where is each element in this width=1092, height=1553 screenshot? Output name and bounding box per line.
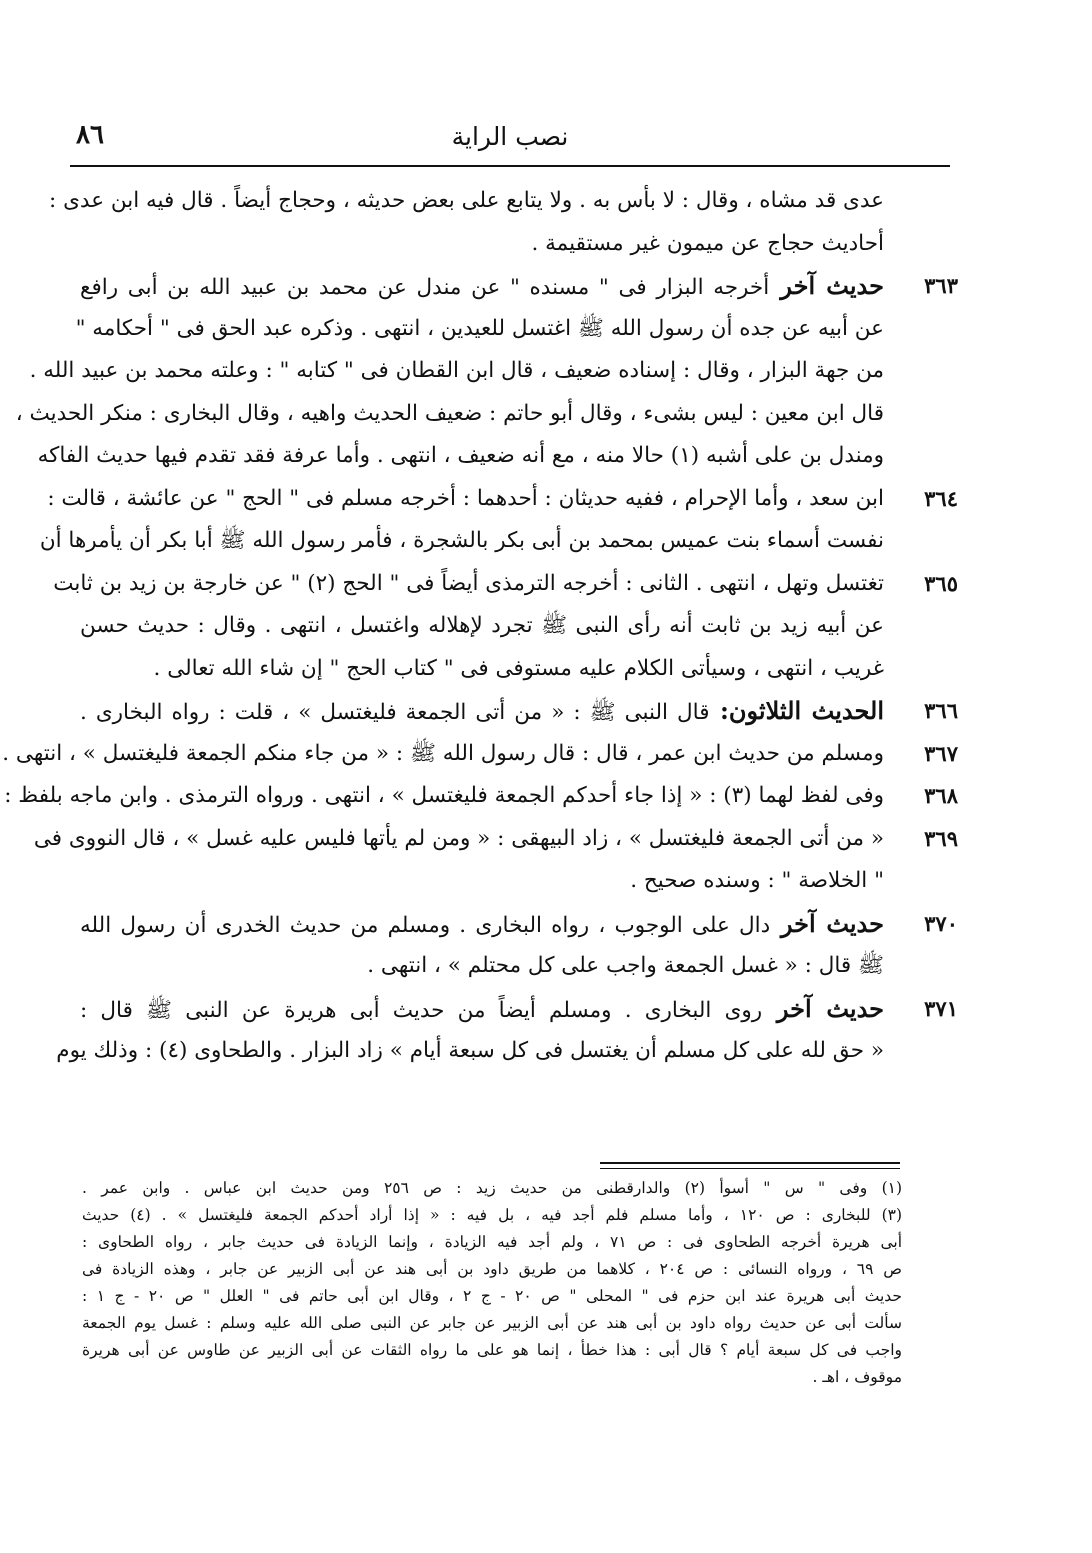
footnote-text: (١) وفى " س " أسوأ (٢) والدارقطنى من حديث زيد : ص ٢٥٦ ومن حديث ابن عباس . وابن عمر . — [82, 1179, 903, 1197]
text-line — [75, 308, 950, 351]
footnote-line — [82, 1283, 902, 1310]
hadith-number: ٣٧٠ — [924, 910, 958, 936]
text-line — [56, 1030, 950, 1073]
text-line — [80, 648, 950, 691]
line-text: تغتسل وتهل ، انتهى . الثانى : أخرجه الترمذى أيضاً فى " الحج (٢) " عن خارجة بن زيد بن ثابت — [53, 570, 884, 596]
text-line — [80, 223, 950, 266]
section-lead: حديث آخر — [762, 993, 885, 1023]
footnote-line — [82, 1364, 902, 1391]
line-text: عدى قد مشاه ، وقال : لا بأس به . ولا يتابع على بعض حديثه ، وحجاج أيضاً . قال فيه ابن عدى : — [49, 188, 884, 213]
footnote-text: موقوف ، اهـ . — [812, 1368, 902, 1386]
text-line — [80, 605, 950, 648]
text-line — [47, 478, 958, 521]
hadith-number: ٣٦٤ — [924, 485, 958, 511]
line-text: عن أبيه عن جده أن رسول الله ﷺ اغتسل للعيدين ، انتهى . وذكره عبد الحق فى " أحكامه " — [75, 315, 884, 341]
line-text: نفست أسماء بنت عميس بمحمد بن أبى بكر بالشجرة ، فأمر رسول الله ﷺ أبا بكر أن يأمرها أن — [39, 528, 884, 553]
main-text — [2, 180, 958, 1073]
text-line — [80, 903, 958, 946]
footnote-text: واجب فى كل سبعة أيام ؟ قال أبى : هذا خطأ ، إنما هو على ما رواه الثقات عن أبى الزبير عن طاوس عن أبى هريرة — [82, 1341, 902, 1359]
line-text: « من أتى الجمعة فليغتسل » ، زاد البيهقى : « ومن لم يأتها فليس عليه غسل » ، قال النووى فى — [33, 825, 884, 851]
line-text: قال ابن معين : ليس بشىء ، وقال أبو حاتم : ضعيف الحديث واهيه ، وقال البخارى : منكر الحديث ، — [15, 400, 884, 426]
text-line — [15, 393, 950, 436]
line-text: غريب ، انتهى ، وسيأتى الكلام عليه مستوفى فى " كتاب الحج " إن شاء الله تعالى . — [153, 655, 884, 681]
line-text: ابن سعد ، وأما الإحرام ، ففيه حديثان : أحدهما : أخرجه مسلم فى " الحج " عن عائشة ، قالت : — [47, 485, 884, 511]
text-line — [33, 818, 958, 861]
section-lead: حديث آخر — [770, 908, 884, 938]
line-text: من جهة البزار ، وقال : إسناده ضعيف ، قال ابن القطان فى " كتابه " : وعلته محمد بن عبيد الله . — [29, 358, 884, 383]
footnote-text: (٣) للبخارى : ص ١٢٠ ، وأما مسلم فلم أجد فيه ، بل فيه : « إذا أراد أحدكم الجمعة فليغتسل » . (٤) حديث — [82, 1206, 903, 1224]
text-line — [80, 860, 950, 903]
text-line — [4, 775, 958, 818]
hadith-number: ٣٦٦ — [924, 698, 958, 723]
text-line — [39, 520, 950, 563]
text-line — [2, 733, 958, 776]
text-line — [49, 180, 950, 223]
text-line — [80, 690, 958, 733]
line-text: ومسلم من حديث ابن عمر ، قال : قال رسول الله ﷺ : « من جاء منكم الجمعة فليغتسل » ، انتهى . — [2, 740, 884, 766]
line-text: الحديث الثلاثون: قال النبى ﷺ : « من أتى الجمعة فليغتسل » ، قلت : رواه البخارى . — [80, 696, 884, 725]
page-number: ٨٦ — [76, 120, 104, 150]
footnote-line — [82, 1202, 902, 1229]
line-text: حديث آخر روى البخارى . ومسلم أيضاً من حديث أبى هريرة عن النبى ﷺ قال : — [80, 993, 885, 1023]
line-text: عن أبيه زيد بن ثابت أنه رأى النبى ﷺ تجرد لإهلاله واغتسل ، انتهى . وقال : حديث حسن — [80, 613, 884, 638]
page-header — [70, 118, 950, 158]
footnote-line — [82, 1175, 902, 1202]
hadith-number: ٣٦٥ — [924, 570, 958, 596]
line-text: ﷺ قال : « غسل الجمعة واجب على كل محتلم » ، انتهى . — [367, 953, 884, 978]
text-line — [80, 988, 958, 1031]
line-text: أحاديث حجاج عن ميمون غير مستقيمة . — [531, 230, 884, 256]
footnote-text: سألت أبى عن حديث رواه داود بن أبى هند عن أبى الزبير عن جابر عن النبى صلى الله عليه وسلم : غسل يوم الجمعة — [82, 1314, 902, 1332]
footnote-rule-thin — [600, 1168, 900, 1169]
footnote-rule — [600, 1162, 900, 1164]
text-line — [29, 350, 950, 393]
text-line — [37, 435, 950, 478]
section-lead: الحديث الثلاثون: — [709, 696, 884, 725]
text-line — [80, 265, 958, 308]
line-text: وفى لفظ لهما (٣) : « إذا جاء أحدكم الجمعة فليغتسل » ، انتهى . ورواه الترمذى . وابن ماجه بلفظ : — [4, 783, 884, 808]
hadith-number: ٣٧١ — [924, 995, 958, 1021]
footnote-line — [82, 1310, 902, 1337]
footnotes — [82, 1175, 902, 1391]
text-line — [53, 563, 958, 606]
hadith-number: ٣٦٨ — [924, 783, 958, 808]
line-text: حديث آخر دال على الوجوب ، رواه البخارى . ومسلم من حديث الخدرى أن رسول الله — [80, 908, 884, 938]
line-text: ومندل بن على أشبه (١) حالا منه ، مع أنه ضعيف ، انتهى . وأما عرفة فقد تقدم فيها حديث الفاكه — [37, 443, 884, 468]
hadith-number: ٣٦٧ — [924, 740, 958, 766]
footnote-line — [82, 1229, 902, 1256]
footnote-text: أبى هريرة أخرجه الطحاوى فى : ص ٧١ ، ولم أجد فيه الزيادة ، وإنما الزيادة فى حديث جابر ، رواه الطحاوى : — [82, 1233, 903, 1251]
line-text: " الخلاصة " : وسنده صحيح . — [630, 868, 884, 893]
text-line — [80, 945, 950, 988]
hadith-number: ٣٦٣ — [924, 273, 958, 298]
running-title: نصب الراية — [451, 122, 569, 151]
footnote-line — [82, 1337, 902, 1364]
footnote-line — [82, 1256, 902, 1283]
line-text: حديث آخر أخرجه البزار فى " مسنده " عن مندل عن محمد بن عبيد الله بن أبى رافع — [80, 271, 884, 300]
footnote-text: حديث أبى هريرة عند ابن حزم فى " المحلى " ص ٢٠ - ج ٢ ، وقال ابن أبى حاتم فى " العلل " ص ٢٠ - ج ١ : — [82, 1287, 902, 1305]
section-lead: حديث آخر — [769, 271, 884, 300]
header-rule — [70, 165, 950, 167]
line-text: « حق لله على كل مسلم أن يغتسل فى كل سبعة أيام » زاد البزار . والطحاوى (٤) : وذلك يوم — [56, 1038, 884, 1063]
hadith-number: ٣٦٩ — [924, 825, 958, 851]
footnote-text: ص ٦٩ ، ورواه النسائى : ص ٢٠٤ ، كلاهما من طريق داود بن أبى هند عن أبى الزبير عن جابر ، وهذه الزيادة فى — [82, 1260, 902, 1278]
